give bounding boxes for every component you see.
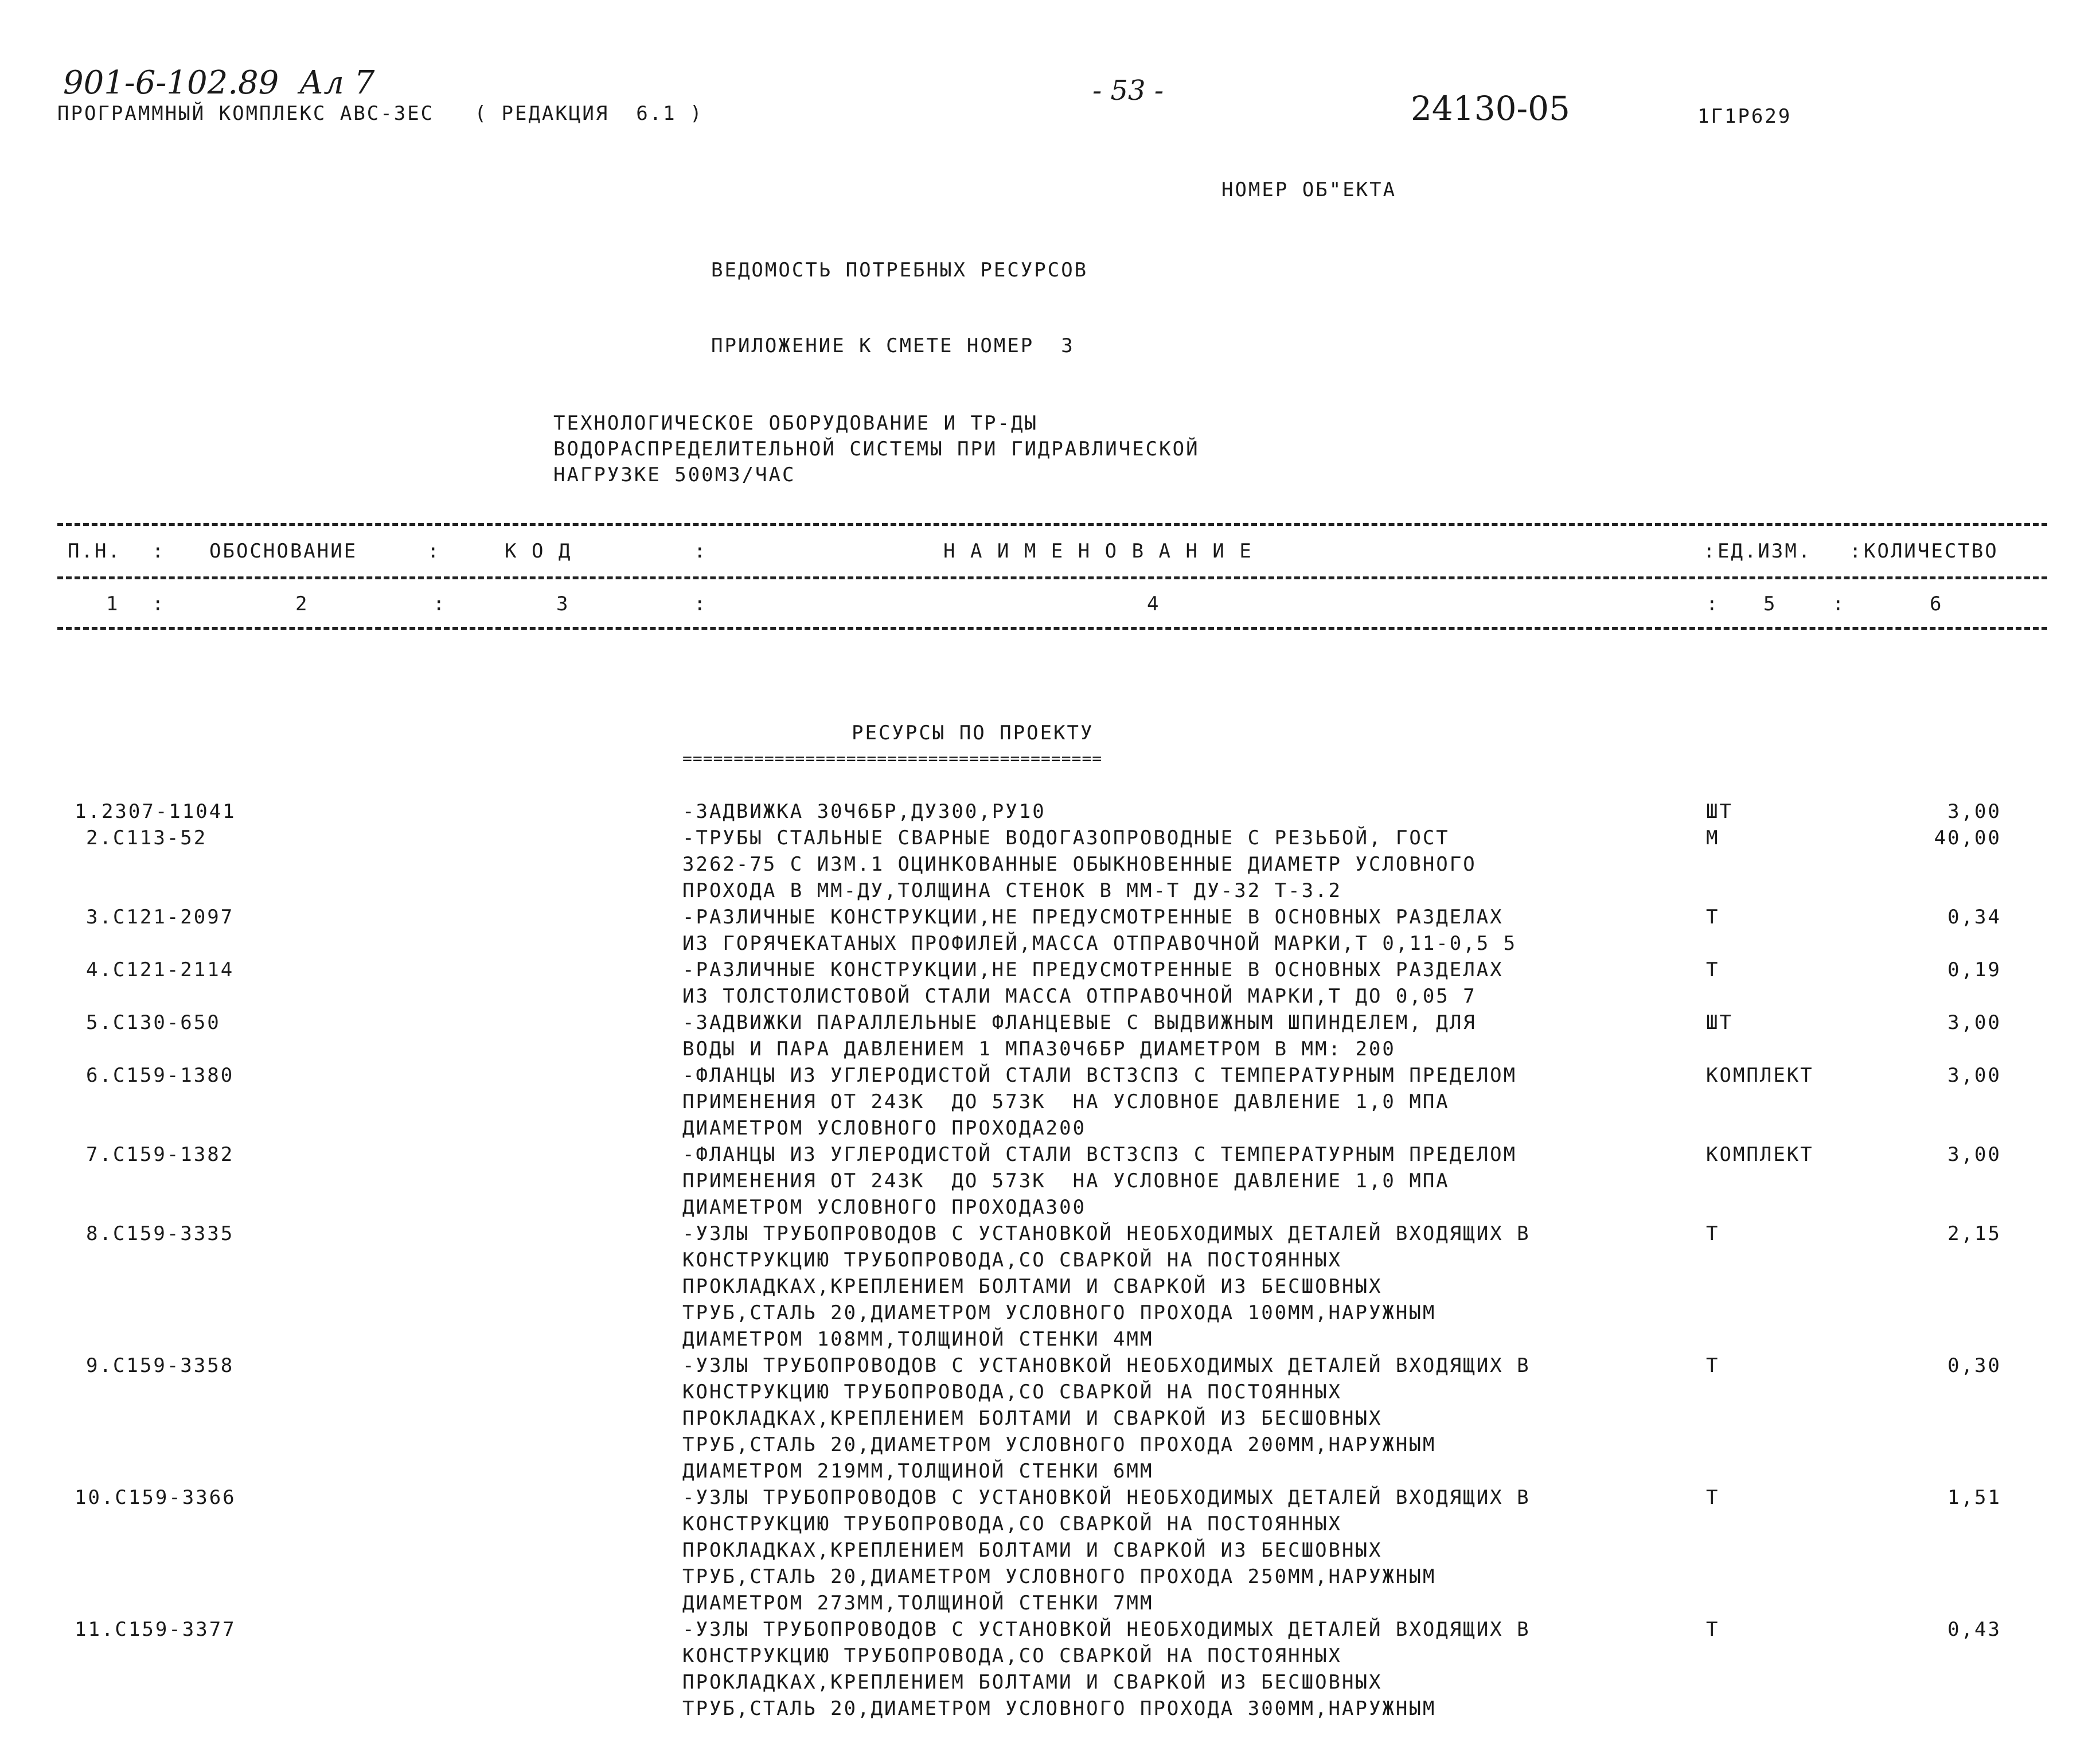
- row-number-code: 3.С121-2097: [86, 906, 235, 929]
- row-unit: ШТ: [1706, 800, 1733, 823]
- row-quantity: 1,51: [1947, 1486, 2001, 1509]
- table-rule-mid: [57, 576, 2047, 579]
- row-number-code: 7.С159-1382: [86, 1143, 235, 1166]
- header-sep: :: [694, 540, 708, 563]
- colnum-sep: :: [433, 592, 447, 615]
- handwritten-code: 24130-05: [1411, 89, 1570, 128]
- row-name-line: -РАЗЛИЧНЫЕ КОНСТРУКЦИИ,НЕ ПРЕДУСМОТРЕННЫЕ В ОСНОВНЫХ РАЗДЕЛАХ: [682, 906, 1504, 929]
- row-name-line: ДИАМЕТРОМ 108ММ,ТОЛЩИНОЙ СТЕНКИ 4ММ: [682, 1328, 1154, 1351]
- row-name-line: ПРОКЛАДКАХ,КРЕПЛЕНИЕМ БОЛТАМИ И СВАРКОЙ ИЗ БЕСШОВНЫХ: [682, 1671, 1383, 1694]
- colnum-sep: :: [1832, 592, 1846, 615]
- row-name-line: -ФЛАНЦЫ ИЗ УГЛЕРОДИСТОЙ СТАЛИ ВСТ3СП3 С ТЕМПЕРАТУРНЫМ ПРЕДЕЛОМ: [682, 1064, 1517, 1087]
- row-name: [682, 1221, 1531, 1352]
- appendix-title: ПРИЛОЖЕНИЕ К СМЕТЕ НОМЕР 3: [711, 334, 1075, 357]
- row-name-line: ПРОХОДА В ММ-ДУ,ТОЛЩИНА СТЕНОК В ММ-Т ДУ-32 Т-3.2: [682, 879, 1342, 902]
- row-name-line: -ТРУБЫ СТАЛЬНЫЕ СВАРНЫЕ ВОДОГАЗОПРОВОДНЫЕ С РЕЗЬБОЙ, ГОСТ: [682, 827, 1450, 849]
- row-name-line: ТРУБ,СТАЛЬ 20,ДИАМЕТРОМ УСЛОВНОГО ПРОХОДА 100ММ,НАРУЖНЫМ: [682, 1301, 1437, 1324]
- row-number-code: 6.С159-1380: [86, 1064, 235, 1087]
- colnum-6: 6: [1930, 592, 1943, 615]
- row-name-line: ПРОКЛАДКАХ,КРЕПЛЕНИЕМ БОЛТАМИ И СВАРКОЙ ИЗ БЕСШОВНЫХ: [682, 1407, 1383, 1430]
- row-number-code: 10.С159-3366: [75, 1486, 236, 1509]
- colnum-sep: :: [1706, 592, 1720, 615]
- row-name-line: ДИАМЕТРОМ 273ММ,ТОЛЩИНОЙ СТЕНКИ 7ММ: [682, 1592, 1154, 1615]
- row-name-line: КОНСТРУКЦИЮ ТРУБОПРОВОДА,СО СВАРКОЙ НА ПОСТОЯННЫХ: [682, 1381, 1342, 1404]
- row-name-line: ПРИМЕНЕНИЯ ОТ 243К ДО 573К НА УСЛОВНОЕ ДАВЛЕНИЕ 1,0 МПА: [682, 1090, 1450, 1113]
- row-number-code: 11.С159-3377: [75, 1618, 236, 1641]
- header-unit: ЕД.ИЗМ.: [1718, 540, 1812, 563]
- row-name: [682, 1484, 1531, 1616]
- row-name-line: ВОДЫ И ПАРА ДАВЛЕНИЕМ 1 МПА30Ч6БР ДИАМЕТРОМ В ММ: 200: [682, 1038, 1396, 1061]
- row-quantity: 3,00: [1947, 1011, 2001, 1034]
- row-name-line: ТРУБ,СТАЛЬ 20,ДИАМЕТРОМ УСЛОВНОГО ПРОХОДА 250ММ,НАРУЖНЫМ: [682, 1565, 1437, 1588]
- row-number-code: 1.2307-11041: [75, 800, 236, 823]
- row-name: [682, 1062, 1517, 1141]
- statement-title: ВЕДОМОСТЬ ПОТРЕБНЫХ РЕСУРСОВ: [711, 259, 1088, 282]
- subject-line-2: ВОДОРАСПРЕДЕЛИТЕЛЬНОЙ СИСТЕМЫ ПРИ ГИДРАВЛИЧЕСКОЙ: [553, 438, 1200, 461]
- colnum-2: 2: [295, 592, 309, 615]
- row-name-line: ИЗ ГОРЯЧЕКАТАНЫХ ПРОФИЛЕЙ,МАССА ОТПРАВОЧНОЙ МАРКИ,Т 0,11-0,5 5: [682, 932, 1517, 955]
- row-unit: Т: [1706, 1354, 1720, 1377]
- row-name-line: ДИАМЕТРОМ УСЛОВНОГО ПРОХОДА300: [682, 1196, 1087, 1219]
- row-number-code: 5.С130-650: [86, 1011, 221, 1034]
- row-name: [682, 1141, 1517, 1221]
- row-name-line: -ФЛАНЦЫ ИЗ УГЛЕРОДИСТОЙ СТАЛИ ВСТ3СП3 С ТЕМПЕРАТУРНЫМ ПРЕДЕЛОМ: [682, 1143, 1517, 1166]
- row-name-line: -УЗЛЫ ТРУБОПРОВОДОВ С УСТАНОВКОЙ НЕОБХОДИМЫХ ДЕТАЛЕЙ ВХОДЯЩИХ В: [682, 1222, 1531, 1245]
- header-sep: :: [427, 540, 441, 563]
- header-sep: :: [1849, 540, 1863, 563]
- handwritten-reference: 901-6-102.89 Ал 7: [63, 64, 375, 102]
- subject-line-1: ТЕХНОЛОГИЧЕСКОЕ ОБОРУДОВАНИЕ И ТР-ДЫ: [553, 412, 1038, 435]
- header-sep: :: [152, 540, 166, 563]
- row-unit: М: [1706, 827, 1720, 849]
- page-number: - 53 -: [1092, 75, 1164, 107]
- row-name: [682, 957, 1504, 1009]
- row-unit: КОМПЛЕКТ: [1706, 1064, 1814, 1087]
- row-name-line: ПРОКЛАДКАХ,КРЕПЛЕНИЕМ БОЛТАМИ И СВАРКОЙ ИЗ БЕСШОВНЫХ: [682, 1539, 1383, 1562]
- colnum-5: 5: [1763, 592, 1777, 615]
- row-name-line: КОНСТРУКЦИЮ ТРУБОПРОВОДА,СО СВАРКОЙ НА ПОСТОЯННЫХ: [682, 1512, 1342, 1535]
- row-name-line: ТРУБ,СТАЛЬ 20,ДИАМЕТРОМ УСЛОВНОГО ПРОХОДА 200ММ,НАРУЖНЫМ: [682, 1433, 1437, 1456]
- colnum-1: 1: [106, 592, 120, 615]
- row-name-line: ТРУБ,СТАЛЬ 20,ДИАМЕТРОМ УСЛОВНОГО ПРОХОДА 300ММ,НАРУЖНЫМ: [682, 1697, 1437, 1720]
- row-name-line: КОНСТРУКЦИЮ ТРУБОПРОВОДА,СО СВАРКОЙ НА ПОСТОЯННЫХ: [682, 1249, 1342, 1272]
- colnum-sep: :: [694, 592, 708, 615]
- row-unit: ШТ: [1706, 1011, 1733, 1034]
- object-number-title: НОМЕР ОБ"ЕКТА: [1221, 178, 1397, 201]
- colnum-4: 4: [1147, 592, 1161, 615]
- row-name-line: -ЗАДВИЖКА 30Ч6БР,ДУ300,РУ10: [682, 800, 1046, 823]
- row-unit: Т: [1706, 1222, 1720, 1245]
- header-quantity: КОЛИЧЕСТВО: [1864, 540, 1998, 563]
- row-quantity: 0,43: [1947, 1618, 2001, 1641]
- row-unit: Т: [1706, 958, 1720, 981]
- row-name-line: -УЗЛЫ ТРУБОПРОВОДОВ С УСТАНОВКОЙ НЕОБХОДИМЫХ ДЕТАЛЕЙ ВХОДЯЩИХ В: [682, 1618, 1531, 1641]
- row-unit: КОМПЛЕКТ: [1706, 1143, 1814, 1166]
- row-name: [682, 825, 1477, 904]
- row-name: [682, 798, 1046, 825]
- program-line: ПРОГРАММНЫЙ КОМПЛЕКС АВС-3ЕС ( РЕДАКЦИЯ 6.1 ): [57, 102, 704, 125]
- row-quantity: 3,00: [1947, 800, 2001, 823]
- row-number-code: 4.С121-2114: [86, 958, 235, 981]
- row-unit: Т: [1706, 1486, 1720, 1509]
- row-name-line: КОНСТРУКЦИЮ ТРУБОПРОВОДА,СО СВАРКОЙ НА ПОСТОЯННЫХ: [682, 1644, 1342, 1667]
- row-name-line: -УЗЛЫ ТРУБОПРОВОДОВ С УСТАНОВКОЙ НЕОБХОДИМЫХ ДЕТАЛЕЙ ВХОДЯЩИХ В: [682, 1486, 1531, 1509]
- header-code: К О Д: [505, 540, 572, 563]
- section-title: РЕСУРСЫ ПО ПРОЕКТУ: [852, 722, 1094, 744]
- row-name-line: ДИАМЕТРОМ 219ММ,ТОЛЩИНОЙ СТЕНКИ 6ММ: [682, 1460, 1154, 1483]
- row-name-line: ДИАМЕТРОМ УСЛОВНОГО ПРОХОДА200: [682, 1117, 1087, 1140]
- row-quantity: 0,19: [1947, 958, 2001, 981]
- header-sep: :: [1703, 540, 1717, 563]
- row-name-line: -УЗЛЫ ТРУБОПРОВОДОВ С УСТАНОВКОЙ НЕОБХОДИМЫХ ДЕТАЛЕЙ ВХОДЯЩИХ В: [682, 1354, 1531, 1377]
- header-name: Н А И М Е Н О В А Н И Е: [943, 540, 1253, 563]
- row-number-code: 8.С159-3335: [86, 1222, 235, 1245]
- row-quantity: 2,15: [1947, 1222, 2001, 1245]
- subject-line-3: НАГРУЗКЕ 500М3/ЧАС: [553, 463, 796, 486]
- row-quantity: 3,00: [1947, 1143, 2001, 1166]
- colnum-3: 3: [556, 592, 570, 615]
- row-quantity: 3,00: [1947, 1064, 2001, 1087]
- row-number-code: 2.С113-52: [86, 827, 208, 849]
- section-underline: =========================================: [682, 749, 1103, 768]
- row-unit: Т: [1706, 1618, 1720, 1641]
- row-name-line: -ЗАДВИЖКИ ПАРАЛЛЕЛЬНЫЕ ФЛАНЦЕВЫЕ С ВЫДВИЖНЫМ ШПИНДЕЛЕМ, ДЛЯ: [682, 1011, 1477, 1034]
- header-basis: ОБОСНОВАНИЕ: [209, 540, 358, 563]
- colnum-sep: :: [152, 592, 166, 615]
- row-quantity: 40,00: [1934, 827, 2001, 849]
- row-name-line: 3262-75 С ИЗМ.1 ОЦИНКОВАННЫЕ ОБЫКНОВЕННЫЕ ДИАМЕТР УСЛОВНОГО: [682, 853, 1477, 876]
- row-name: [682, 904, 1517, 957]
- table-rule-top: [57, 523, 2047, 526]
- row-name-line: ПРОКЛАДКАХ,КРЕПЛЕНИЕМ БОЛТАМИ И СВАРКОЙ ИЗ БЕСШОВНЫХ: [682, 1275, 1383, 1298]
- row-name-line: ПРИМЕНЕНИЯ ОТ 243К ДО 573К НА УСЛОВНОЕ ДАВЛЕНИЕ 1,0 МПА: [682, 1170, 1450, 1192]
- header-pn: П.Н.: [68, 540, 122, 563]
- row-name-line: ИЗ ТОЛСТОЛИСТОВОЙ СТАЛИ МАССА ОТПРАВОЧНОЙ МАРКИ,Т ДО 0,05 7: [682, 985, 1477, 1008]
- row-name: [682, 1009, 1477, 1062]
- row-name: [682, 1616, 1531, 1722]
- row-number-code: 9.С159-3358: [86, 1354, 235, 1377]
- row-unit: Т: [1706, 906, 1720, 929]
- row-name: [682, 1352, 1531, 1484]
- code-small: 1Г1Р629: [1697, 105, 1792, 128]
- row-quantity: 0,30: [1947, 1354, 2001, 1377]
- table-rule-bottom: [57, 627, 2047, 630]
- row-name-line: -РАЗЛИЧНЫЕ КОНСТРУКЦИИ,НЕ ПРЕДУСМОТРЕННЫЕ В ОСНОВНЫХ РАЗДЕЛАХ: [682, 958, 1504, 981]
- row-quantity: 0,34: [1947, 906, 2001, 929]
